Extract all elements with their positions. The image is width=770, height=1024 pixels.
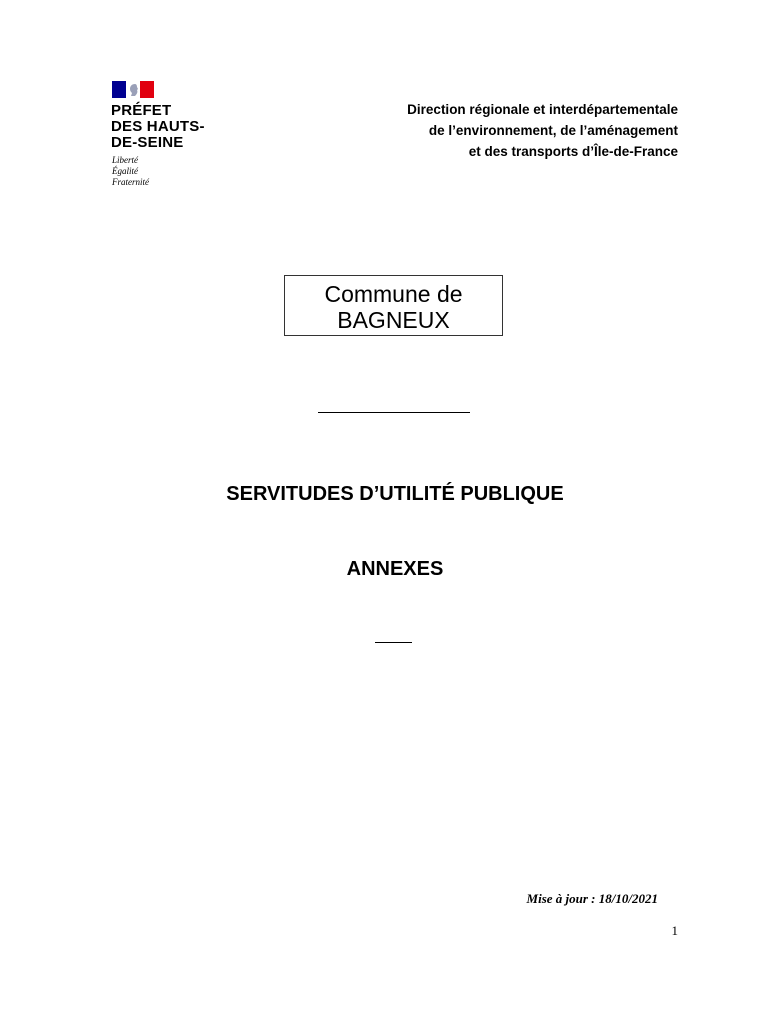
- motto-egalite: Égalité: [112, 166, 138, 176]
- header-line-2: de l’environnement, de l’aménagement: [428, 123, 678, 138]
- motto-fraternite: Fraternité: [112, 177, 149, 187]
- motto-liberte: Liberté: [112, 155, 138, 165]
- update-date: Mise à jour : 18/10/2021: [526, 891, 658, 906]
- flag-red-band: [140, 81, 154, 98]
- flag-blue-band: [112, 81, 126, 98]
- commune-title-box: [284, 275, 503, 336]
- separator-rule-short: [375, 642, 412, 643]
- logo-department-line1: DES HAUTS-: [111, 118, 205, 135]
- commune-title-line2: BAGNEUX: [337, 307, 450, 333]
- header-line-1: Direction régionale et interdépartementale: [407, 102, 678, 117]
- logo-prefet-text: PRÉFET: [111, 102, 172, 119]
- main-heading: SERVITUDES D’UTILITÉ PUBLIQUE: [226, 483, 564, 505]
- logo-department-line2: DE-SEINE: [111, 134, 184, 151]
- commune-title-line1: Commune de: [324, 281, 463, 307]
- marianne-profile-icon: [126, 81, 140, 98]
- separator-rule-long: [318, 412, 470, 413]
- flag-white-band: [126, 81, 140, 98]
- marianne-flag-logo: [112, 81, 154, 98]
- sub-heading: ANNEXES: [346, 558, 444, 580]
- header-line-3: et des transports d’Île-de-France: [468, 144, 678, 159]
- page-number: 1: [671, 923, 678, 938]
